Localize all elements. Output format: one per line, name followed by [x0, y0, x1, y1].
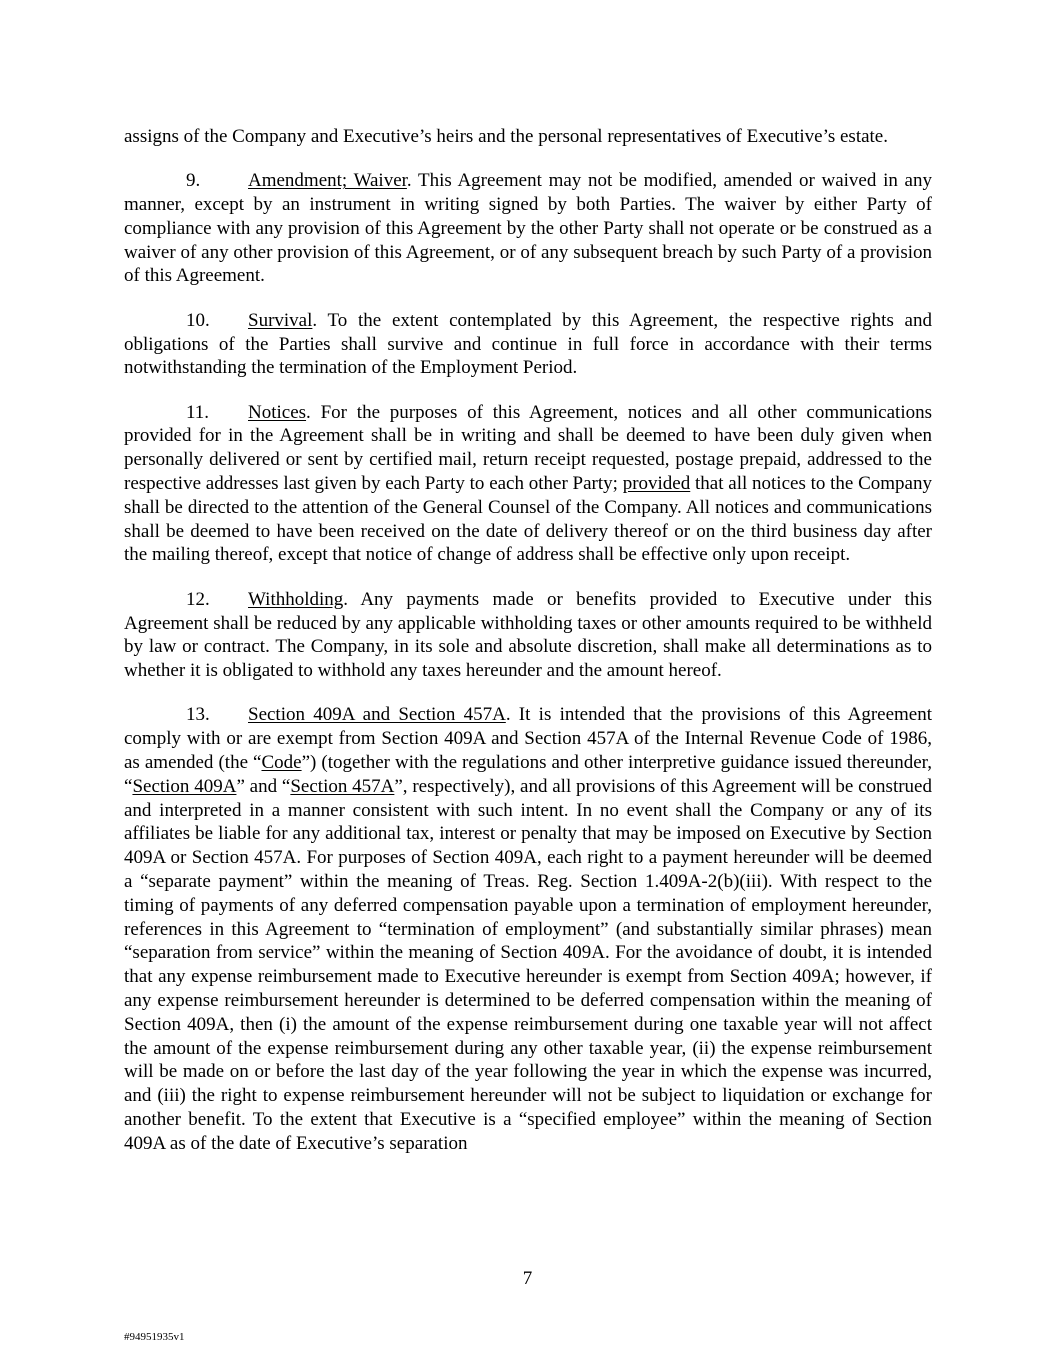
paragraph-13 [124, 703, 932, 1155]
section-number: 12. [186, 588, 210, 610]
section-heading: Section 409A and Section 457A [248, 704, 506, 726]
paragraph-10 [124, 309, 932, 380]
section-number: 9. [186, 170, 201, 192]
section-heading: Survival [248, 309, 313, 331]
paragraph-11 [124, 401, 932, 568]
section-text: . For the purposes of this Agreement, notices and all other communications provided for in the Agreement shall be in writing and shall be deemed to have been duly given when personally delivered or sent by certified mail, return receipt requested, postage prepaid, addressed to the respective addresses last given by each Party to each other Party; [124, 401, 932, 495]
defined-term-section-409a: Section 409A [132, 775, 237, 797]
section-heading: Notices [248, 401, 307, 423]
section-number: 11. [186, 401, 210, 423]
defined-term-provided: provided [622, 473, 691, 495]
section-heading: Amendment; Waiver [248, 170, 407, 192]
defined-term-section-457a: Section 457A [290, 775, 395, 797]
section-text: . This Agreement may not be modified, amended or waived in any manner, except by an instrument in writing signed by both Parties. The waiver by either Party of compliance with any provision of this Agreement by the other Party shall not operate or be construed as a waiver of any other provision of this Agreement, or of any subsequent breach by such Party of a provision of this Agreement. [124, 170, 932, 287]
document-body [124, 125, 932, 1176]
section-heading: Withholding [248, 588, 344, 610]
section-text: that all notices to the Company shall be directed to the attention of the General Counsel of the Company. All notices and communications shall be deemed to have been received on the date of delivery thereof or on the third business day after the mailing thereof, except that notice of change of address shall be effective only upon receipt. [124, 473, 932, 566]
document-id: #94951935v1 [124, 1331, 185, 1343]
paragraph-continuation: assigns of the Company and Executive’s heirs and the personal representatives of Executive’s estate. [124, 126, 888, 147]
section-text: . To the extent contemplated by this Agreement, the respective rights and obligations of the Parties shall survive and continue in full force in accordance with their terms notwithstanding the termination of the Employment Period. [124, 309, 932, 379]
section-text: . It is intended that the provisions of this Agreement comply with or are exempt from Section 409A and Section 457A of the Internal Revenue Code of 1986, as amended (the “ [124, 704, 933, 774]
page-number: 7 [522, 1268, 533, 1289]
section-text: ”, respectively), and all provisions of this Agreement will be construed and interpreted in a manner consistent with such intent. In no event shall the Company or any of its affiliates be liable for any additional tax, interest or penalty that may be imposed on Executive by Section 409A or Section 457A. For purposes of Section 409A, each right to a payment hereunder will be deemed a “separate payment” within the meaning of Treas. Reg. Section 1.409A-2(b)(iii). With respect to the timing of payments of any deferred compensation payable upon a termination of employment hereunder, references in this Agreement to “termination of employment” (and substantially similar phrases) mean “separation from service” within the meaning of Section 409A. For the avoidance of doubt, it is intended that any expense reimbursement made to Executive hereunder is exempt from Section 409A; however, if any expense reimbursement hereunder is determined to be deferred compensation within the meaning of Section 409A, then (i) the amount of the expense reimbursement during one taxable year will not affect the amount of the expense reimbursement during any other taxable year, (ii) the expense reimbursement will be made on or before the last day of the year following the year in which the expense was incurred, and (iii) the right to expense reimbursement hereunder will not be subject to liquidation or exchange for another benefit. To the extent that Executive is a “specified employee” within the meaning of Section 409A as of the date of Executive’s separation [124, 775, 932, 1154]
section-number: 13. [186, 704, 210, 726]
section-text: . Any payments made or benefits provided to Executive under this Agreement shall be reduced by any applicable withholding taxes or other amounts required to be withheld by law or contract. The Company, in its sole and absolute discretion, shall make all determinations as to whether it is obligated to withhold any taxes hereunder and the amount hereof. [124, 588, 932, 682]
section-text: ”) (together with the regulations and other interpretive guidance issued thereunder, “ [124, 752, 932, 797]
defined-term-code: Code [261, 752, 302, 774]
paragraph-9 [124, 169, 932, 288]
section-text: ” and “ [236, 775, 291, 797]
paragraph-12 [124, 588, 932, 683]
section-number: 10. [186, 309, 210, 331]
